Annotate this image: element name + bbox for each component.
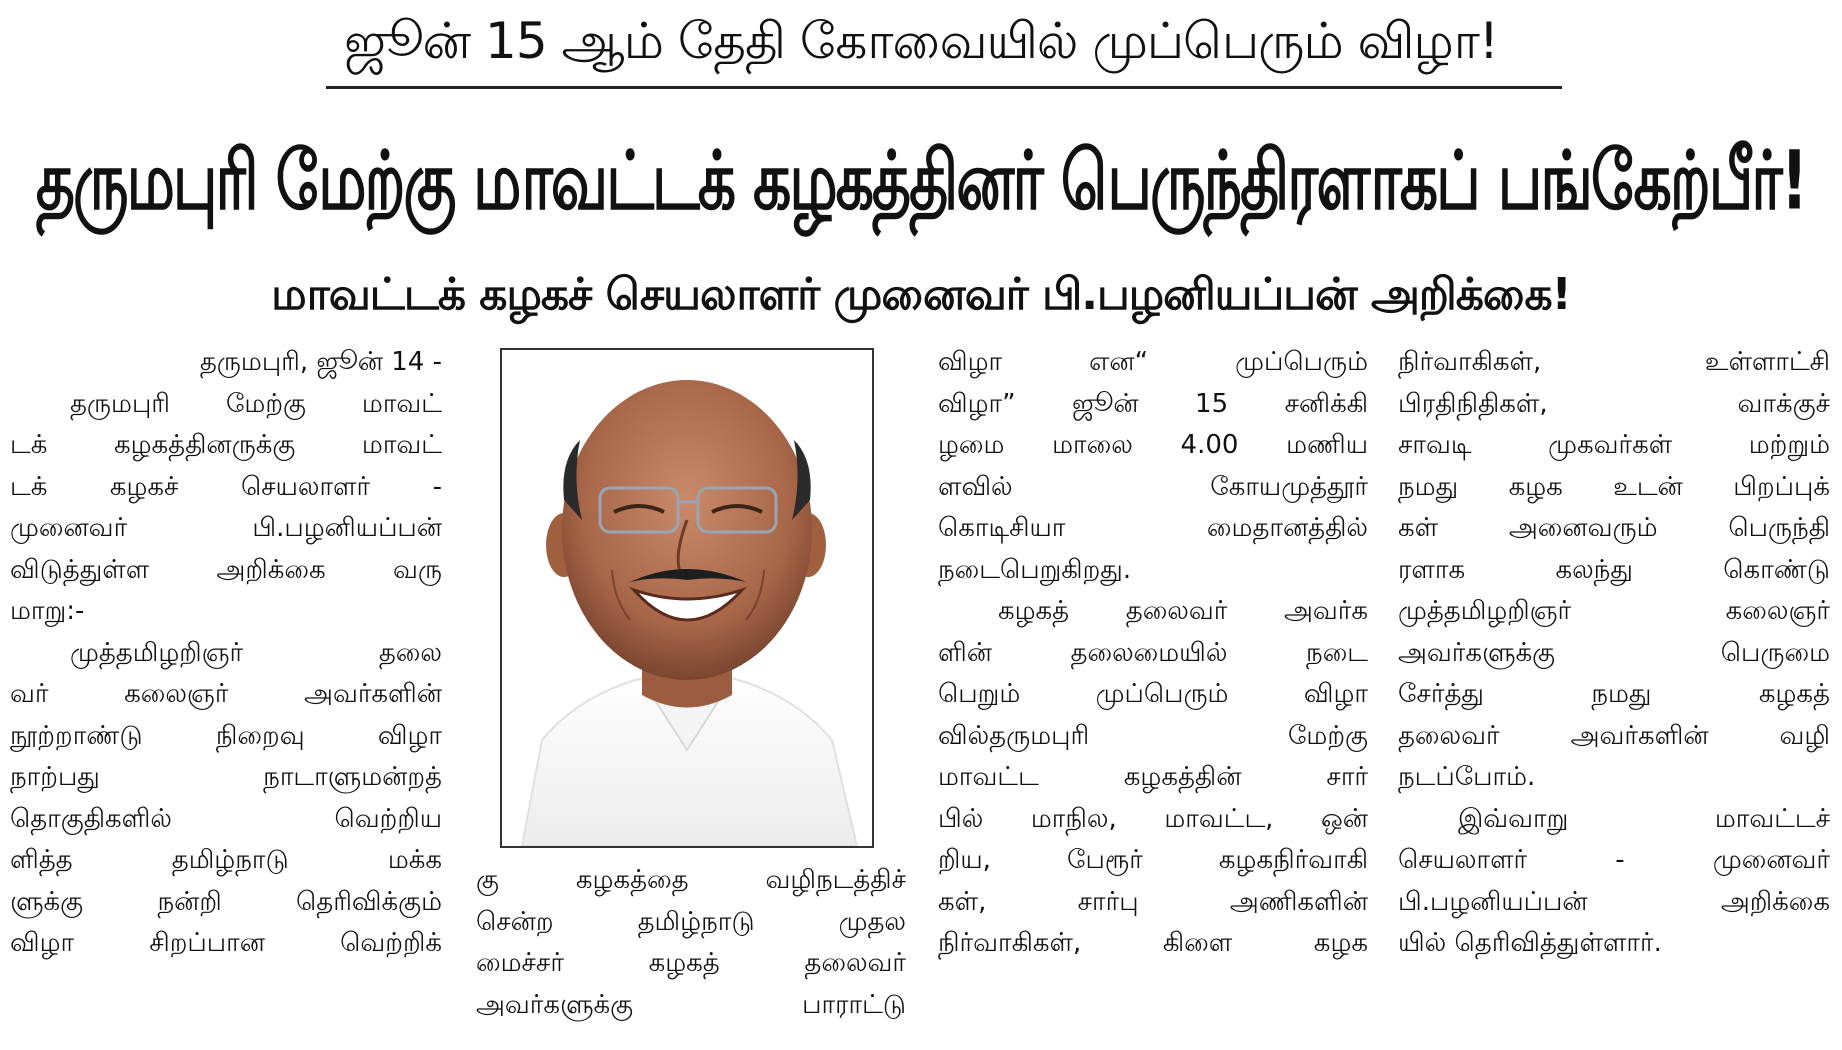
article-line: டக் கழகச் செயலாளர் - bbox=[10, 471, 442, 502]
article-line: மாறு:- bbox=[10, 596, 85, 626]
kicker-line: ஜூன் 15 ஆம் தேதி கோவையில் முப்பெரும் விழா! bbox=[344, 12, 1498, 70]
article-line: நமது கழக உடன் பிறப்புக் bbox=[1398, 471, 1830, 502]
subheadline: மாவட்டக் கழகச் செயலாளர் முனைவர் பி.பழனியப்பன் அறிக்கை! bbox=[271, 269, 1571, 320]
article-line: கள் அனைவரும் பெருந்தி bbox=[1398, 513, 1830, 543]
article-line: ரளாக கலந்து கொண்டு bbox=[1398, 554, 1830, 585]
article-line: முத்தமிழறிஞர் கலைஞர் bbox=[1398, 596, 1830, 626]
article-line: அவர்களுக்கு பாராட்டு bbox=[476, 989, 906, 1020]
article-line: தொகுதிகளில் வெற்றிய bbox=[10, 803, 442, 834]
article-line: ளவில் கோயமுத்தூர் bbox=[938, 471, 1368, 502]
article-line: பிரதிநிதிகள், வாக்குச் bbox=[1398, 388, 1830, 419]
portrait-photo-icon bbox=[502, 350, 872, 846]
article-line: தலைவர் அவர்களின் வழி bbox=[1398, 720, 1830, 751]
article-line: வில்தருமபுரி மேற்கு bbox=[938, 720, 1368, 751]
article-column-4 bbox=[1398, 342, 1830, 965]
article-line: விழா சிறப்பான வெற்றிக் bbox=[10, 928, 442, 958]
article-line: பி.பழனியப்பன் அறிக்கை bbox=[1398, 886, 1830, 917]
article-line: இவ்வாறு மாவட்டச் bbox=[1458, 803, 1830, 834]
article-line: டக் கழகத்தினருக்கு மாவட் bbox=[10, 430, 442, 460]
kicker-underline bbox=[326, 86, 1562, 89]
article-column-3 bbox=[938, 342, 1368, 965]
article-line: நடைபெறுகிறது. bbox=[938, 554, 1132, 585]
article-line: கழகத் தலைவர் அவர்க bbox=[998, 596, 1368, 626]
article-line: சென்ற தமிழ்நாடு முதல bbox=[476, 906, 906, 937]
article-line: கள், சார்பு அணிகளின் bbox=[938, 886, 1368, 917]
article-line: மாவட்ட கழகத்தின் சார் bbox=[938, 762, 1368, 792]
article-line: நாற்பது நாடாளுமன்றத் bbox=[10, 762, 442, 792]
article-line: கு கழகத்தை வழிநடத்திச் bbox=[476, 865, 906, 895]
dateline: தருமபுரி, ஜூன் 14 - bbox=[199, 347, 442, 377]
article-line: பெறும் முப்பெரும் விழா bbox=[938, 679, 1368, 709]
article-line: மைச்சர் கழகத் தலைவர் bbox=[476, 948, 906, 978]
article-line: ளின் தலைமையில் நடை bbox=[938, 637, 1368, 668]
article-line: சேர்த்து நமது கழகத் bbox=[1398, 679, 1830, 709]
article-line: பில் மாநில, மாவட்ட, ஒன் bbox=[938, 803, 1368, 834]
article-line: அவர்களுக்கு பெருமை bbox=[1398, 637, 1830, 668]
article-line: ளித்த தமிழ்நாடு மக்க bbox=[10, 845, 442, 875]
article-line: ழமை மாலை 4.00 மணிய bbox=[938, 430, 1368, 460]
article-line: முனைவர் பி.பழனியப்பன் bbox=[10, 513, 442, 543]
article-column-2 bbox=[476, 860, 906, 1026]
article-line: றிய, பேரூர் கழகநிர்வாகி bbox=[938, 845, 1368, 875]
article-line: வர் கலைஞர் அவர்களின் bbox=[10, 679, 442, 709]
article-line: தருமபுரி மேற்கு மாவட் bbox=[70, 388, 442, 419]
article-line: விடுத்துள்ள அறிக்கை வரு bbox=[10, 554, 442, 585]
portrait-photo bbox=[500, 348, 874, 848]
article-line: நூற்றாண்டு நிறைவு விழா bbox=[10, 720, 442, 751]
article-line: செயலாளர் - முனைவர் bbox=[1398, 845, 1830, 875]
article-line: முத்தமிழறிஞர் தலை bbox=[70, 637, 442, 668]
article-column-1 bbox=[10, 342, 442, 965]
article-line: நிர்வாகிகள், கிளை கழக bbox=[938, 928, 1368, 958]
headline: தருமபுரி மேற்கு மாவட்டக் கழகத்தினர் பெருந்திரளாகப் பங்கேற்பீர்! bbox=[35, 134, 1807, 229]
article-line: நடப்போம். bbox=[1398, 762, 1536, 792]
article-line: நிர்வாகிகள், உள்ளாட்சி bbox=[1398, 347, 1830, 377]
article-line: ளுக்கு நன்றி தெரிவிக்கும் bbox=[10, 886, 442, 917]
article-line: விழா என“ முப்பெரும் bbox=[938, 347, 1368, 377]
article-line: சாவடி முகவர்கள் மற்றும் bbox=[1398, 430, 1830, 460]
article-line: கொடிசியா மைதானத்தில் bbox=[938, 513, 1368, 543]
article-line: விழா” ஜூன் 15 சனிக்கி bbox=[938, 388, 1368, 419]
article-line: யில் தெரிவித்துள்ளார். bbox=[1398, 928, 1662, 958]
